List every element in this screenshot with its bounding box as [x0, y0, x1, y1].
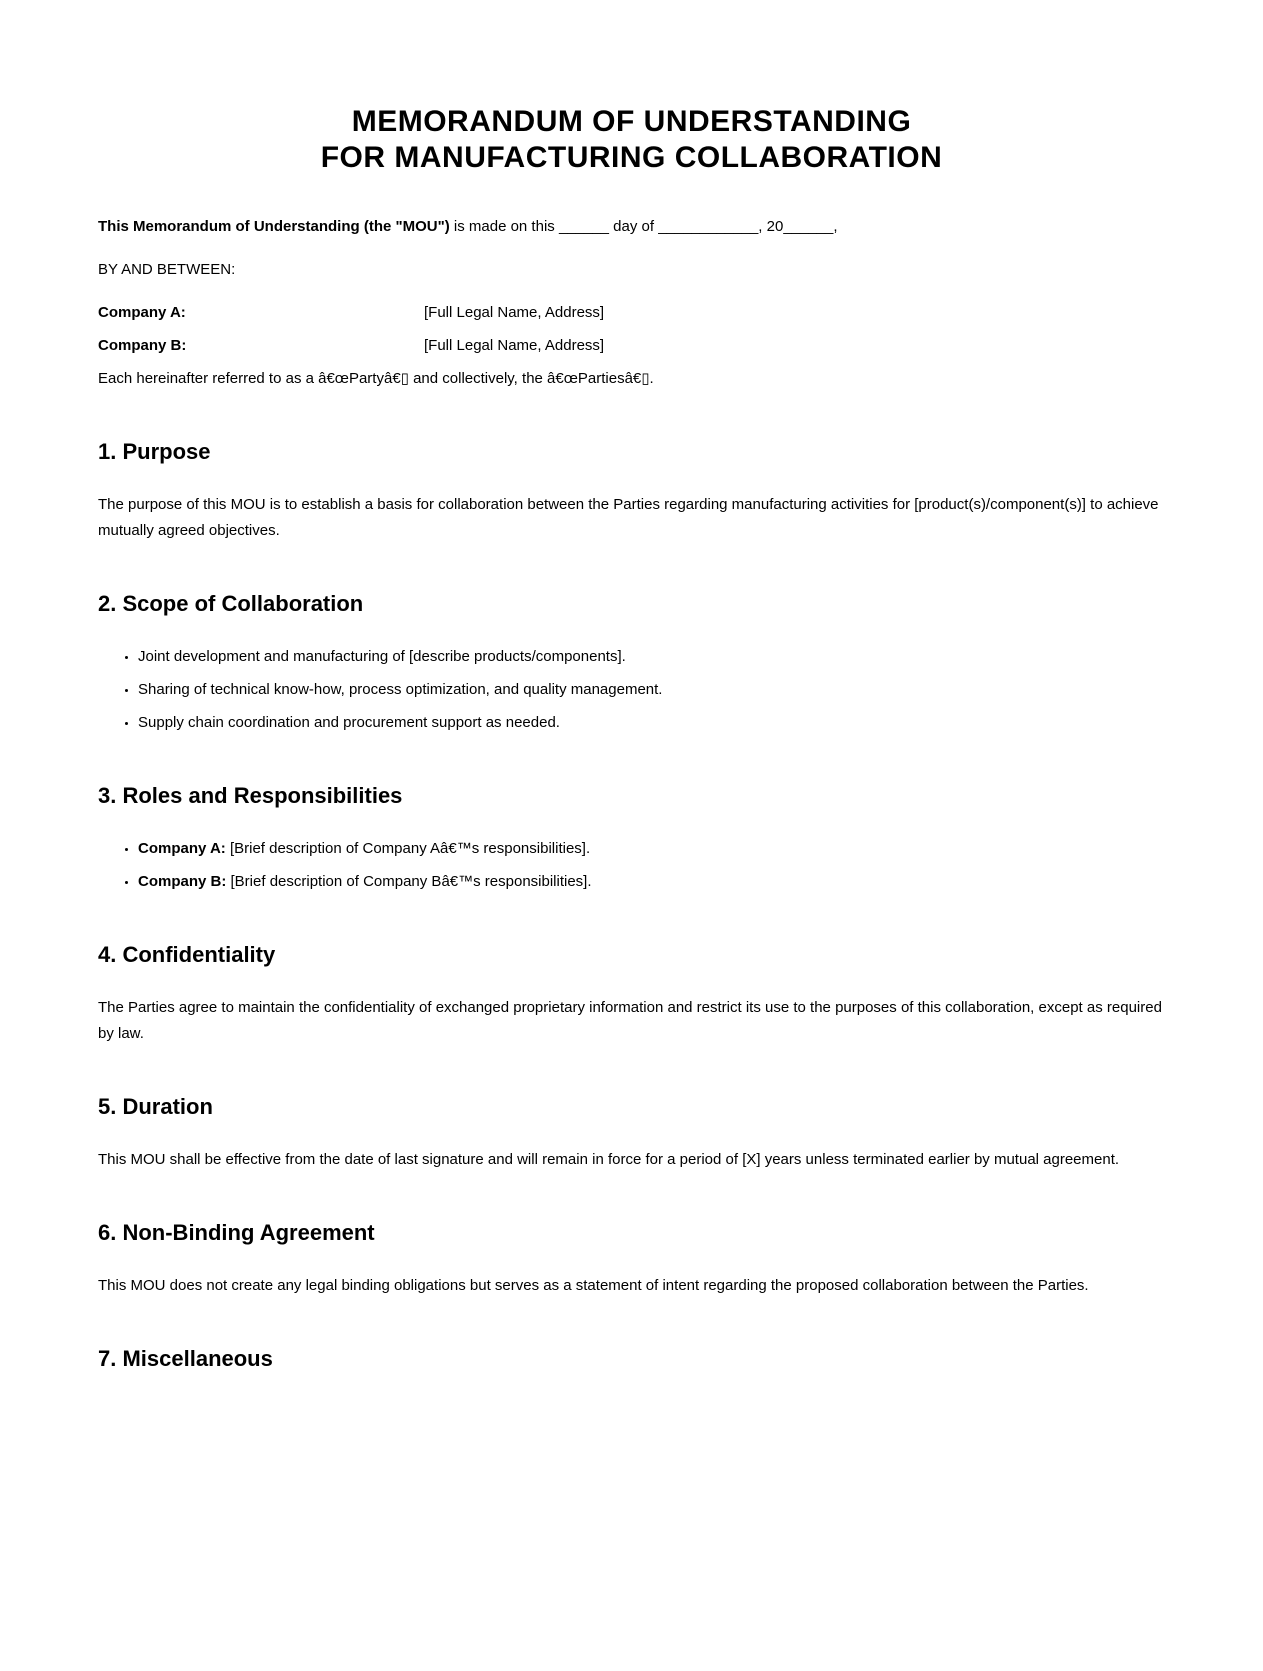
company-b-value: [Full Legal Name, Address] — [424, 337, 605, 354]
section-duration-body: This MOU shall be effective from the date of last signature and will remain in force for a period of [X] years unless terminated earlier by mutual agreement. — [98, 1151, 1120, 1168]
document-title-line2: FOR MANUFACTURING COLLABORATION — [320, 141, 943, 174]
intro-lead-rest: is made on this ______ day of ____________, 20______, — [449, 218, 838, 235]
section-miscellaneous — [98, 1345, 1165, 1373]
section-confidentiality-heading: 4. Confidentiality — [98, 942, 276, 967]
section-roles — [98, 782, 1165, 895]
by-and-between-label: BY AND BETWEEN: — [98, 261, 236, 278]
section-purpose-body: The purpose of this MOU is to establish a basis for collaboration between the Parties regarding manufacturing activities for [product(s)/component(s)] to achieve mutually agreed objectives. — [98, 496, 1159, 539]
roles-company-a-label: Company A: — [138, 840, 226, 857]
company-a-label: Company A: — [98, 304, 186, 321]
roles-bullet-company-b — [138, 869, 1165, 895]
section-scope-heading: 2. Scope of Collaboration — [98, 591, 364, 616]
intro-lead-bold: This Memorandum of Understanding (the "MOU") — [98, 218, 450, 235]
section-miscellaneous-heading: 7. Miscellaneous — [98, 1346, 273, 1371]
roles-bullet-company-a — [138, 836, 1165, 862]
party-row-company-b — [98, 333, 1165, 359]
section-roles-heading: 3. Roles and Responsibilities — [98, 783, 403, 808]
parties-note: Each hereinafter referred to as a â€œPartyâ€▯ and collectively, the â€œPartiesâ€▯. — [98, 370, 654, 387]
section-confidentiality — [98, 941, 1165, 1047]
document-title-line1: MEMORANDUM OF UNDERSTANDING — [351, 105, 912, 138]
section-non-binding-body: This MOU does not create any legal binding obligations but serves as a statement of intent regarding the proposed collaboration between the Parties. — [98, 1277, 1089, 1294]
roles-company-a-text: [Brief description of Company Aâ€™s responsibilities]. — [225, 840, 591, 857]
party-row-company-a — [98, 300, 1165, 326]
section-scope — [98, 590, 1165, 736]
section-non-binding — [98, 1219, 1165, 1299]
section-non-binding-heading: 6. Non-Binding Agreement — [98, 1220, 375, 1245]
roles-company-b-label: Company B: — [138, 873, 227, 890]
scope-bullet-1: • Joint development and manufacturing of [describe products/components]. — [138, 644, 1165, 670]
section-duration — [98, 1093, 1165, 1173]
company-a-value: [Full Legal Name, Address] — [424, 304, 605, 321]
scope-bullet-3: • Supply chain coordination and procurement support as needed. — [138, 710, 1165, 736]
section-purpose — [98, 438, 1165, 544]
scope-bullet-list — [98, 644, 1165, 736]
roles-company-b-text: [Brief description of Company Bâ€™s responsibilities]. — [226, 873, 592, 890]
roles-bullet-list — [98, 836, 1165, 895]
scope-bullet-2: • Sharing of technical know-how, process optimization, and quality management. — [138, 677, 1165, 703]
section-duration-heading: 5. Duration — [98, 1094, 213, 1119]
intro-paragraph — [98, 214, 1165, 240]
section-confidentiality-body: The Parties agree to maintain the confidentiality of exchanged proprietary information and restrict its use to the purposes of this collaboration, except as required by law. — [98, 999, 1162, 1042]
document-title — [98, 104, 1165, 176]
company-b-label: Company B: — [98, 337, 187, 354]
section-purpose-heading: 1. Purpose — [98, 439, 211, 464]
